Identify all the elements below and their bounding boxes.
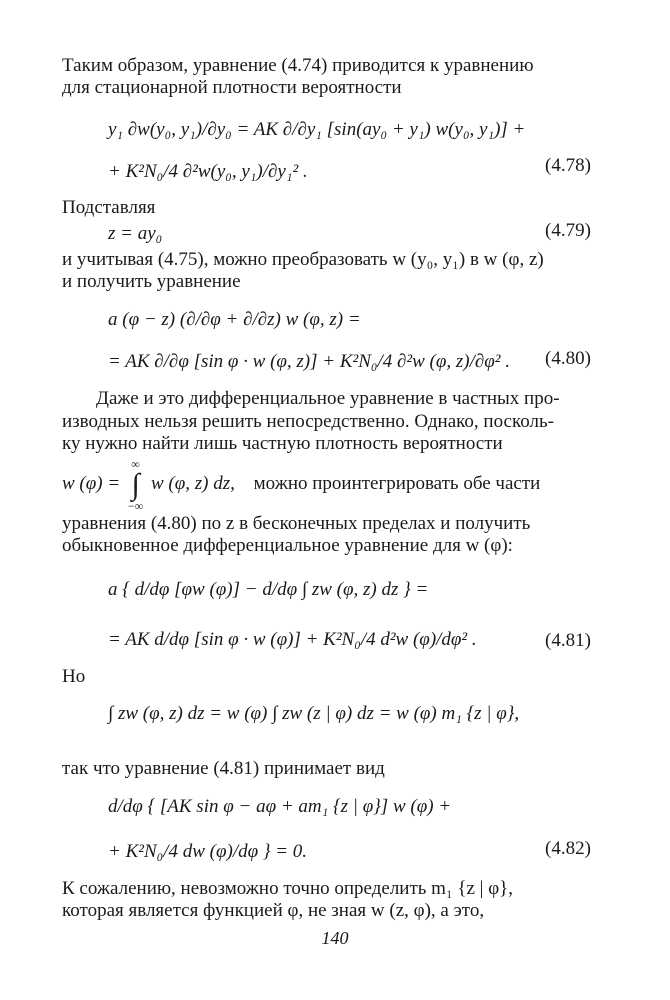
paragraph-7-line-1: К сожалению, невозможно точно определить m₁ {z | φ}, [62, 878, 514, 899]
lower-limit: −∞ [127, 499, 144, 513]
equation-but: ∫ zw (φ, z) dz = w (φ) ∫ zw (z | φ) dz = w (φ) m₁ {z | φ}, [108, 703, 520, 724]
equation-4-82-line-1: d/dφ { [AK sin φ − aφ + am₁ {z | φ}] w (φ) + [108, 796, 452, 817]
marginal-density-definition: w (φ) = ∞ ∫ −∞ w (φ, z) dz, [62, 457, 240, 513]
paragraph-3-line-2: и получить уравнение [62, 271, 241, 292]
equation-4-79: z = ay₀ [108, 223, 163, 244]
paragraph-2: Подставляя [62, 197, 156, 218]
paragraph-1-line-1: Таким образом, уравнение (4.74) приводится к уравнению [62, 55, 534, 76]
equation-4-81-line-2: = AK d/dφ [sin φ · w (φ)] + K²N₀/4 d²w (φ)/dφ² . [108, 629, 477, 650]
paragraph-4-line-5: уравнения (4.80) по z в бесконечных пределах и получить [62, 513, 531, 534]
paragraph-4-line-6: обыкновенное дифференциальное уравнение для w (φ): [62, 535, 513, 556]
equation-4-80-line-1: a (φ − z) (∂/∂φ + ∂/∂z) w (φ, z) = [108, 309, 361, 330]
equation-number-4-78: (4.78) [545, 155, 591, 176]
paragraph-7-line-2: которая является функцией φ, не зная w (z, φ), а это, [62, 900, 485, 921]
integral-sign: ∞ ∫ −∞ [127, 457, 144, 513]
paragraph-6: так что уравнение (4.81) принимает вид [62, 758, 385, 779]
paragraph-4-line-1: Даже и это дифференциальное уравнение в частных про- [96, 388, 560, 409]
page-number: 140 [321, 928, 349, 948]
equation-number-4-81: (4.81) [545, 630, 591, 651]
paragraph-5: Но [62, 666, 86, 687]
paragraph-3-line-1: и учитывая (4.75), можно преобразовать w (y₀, y₁) в w (φ, z) [62, 249, 544, 270]
upper-limit: ∞ [131, 457, 140, 471]
equation-4-82-line-2: + K²N₀/4 dw (φ)/dφ } = 0. [108, 841, 308, 862]
equation-number-4-79: (4.79) [545, 220, 591, 241]
equation-4-78-line-2: + K²N₀/4 ∂²w(y₀, y₁)/∂y₁² . [108, 161, 308, 182]
paragraph-1-line-2: для стационарной плотности вероятности [62, 77, 402, 98]
equation-number-4-80: (4.80) [545, 348, 591, 369]
equation-4-78-line-1: y₁ ∂w(y₀, y₁)/∂y₀ = AK ∂/∂y₁ [sin(ay₀ + y₁) w(y₀, y₁)] + [108, 119, 526, 140]
equation-4-80-line-2: = AK ∂/∂φ [sin φ · w (φ, z)] + K²N₀/4 ∂²w (φ, z)/∂φ² . [108, 351, 510, 372]
paragraph-4-line-3: ку нужно найти лишь частную плотность вероятности [62, 433, 503, 454]
equation-4-81-line-1: a { d/dφ [φw (φ)] − d/dφ ∫ zw (φ, z) dz } = [108, 579, 429, 600]
paragraph-4-line-2: изводных нельзя решить непосредственно. Однако, посколь- [62, 411, 554, 432]
paragraph-4-line-4-text: можно проинтегрировать обе части [253, 473, 541, 495]
equation-number-4-82: (4.82) [545, 838, 591, 859]
paragraph-4-line-4 [62, 458, 540, 512]
